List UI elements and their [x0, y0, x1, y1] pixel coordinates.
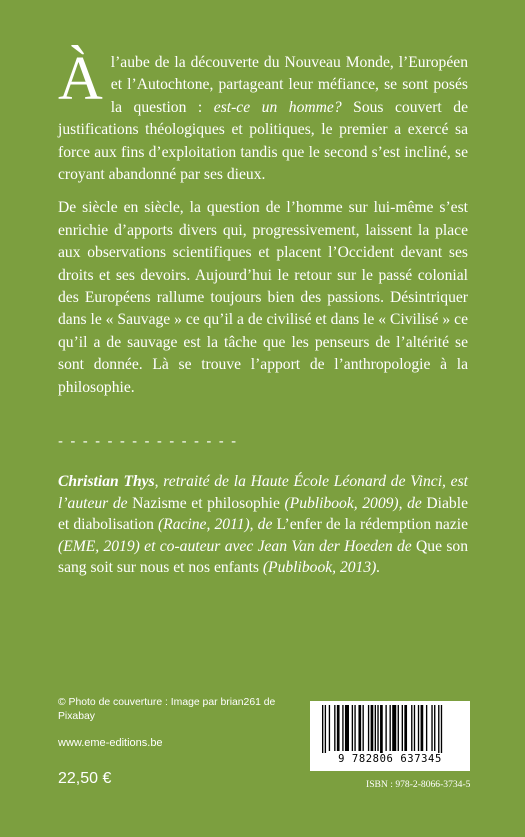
publisher-website: www.eme-editions.be [58, 737, 163, 749]
blurb-paragraph-2: De siècle en siècle, la question de l’homme sur lui-même s’est enrichie d’apports divers qui, progressivement, laissent la place aux observations scientifiques et placent l’Occident devant ses droits et ses devoirs. Aujourd’hui le retour sur le passé colonial des Européens rallume toujours bien des passions. Désintriquer dans le « Sauvage » ce qu’il a de civilisé et dans le « Civilisé » ce qu’il a de sauvage est la tâche que les penseurs de l’altérité se sont donnée. Là se trouve l’apport de l’anthropologie à la philosophie. [58, 199, 468, 396]
price: 22,50 € [58, 770, 112, 787]
book-title: Diable et diabolisation [58, 494, 468, 534]
back-cover-blurb [58, 45, 469, 399]
barcode-icon [310, 701, 470, 753]
blurb-p1-text: l’aube de la découverte du Nouveau Monde, l’Européen et l’Autochtone, partageant leur méfiance, se sont posés la question : [110, 54, 468, 116]
barcode [310, 701, 470, 771]
isbn: ISBN : 978-2-8066-3734-5 [366, 779, 471, 790]
book-title: L’enfer de la rédemption nazie [276, 516, 468, 534]
author-bio: Christian Thys, retraité de la Haute École Léonard de Vinci, est l’auteur de Nazisme et philosophie (Publibook, 2009), de Diable et diabolisation (Racine, 2011), de L’enfer de la rédemption nazie (EME, 2019) et co-auteur avec Jean Van der Hoeden de Que son sang soit sur nous et nos enfants (Publibook, 2013). [58, 473, 469, 577]
blurb-p1-end: Sous couvert de justifications théologiques et politiques, le premier a exercé sa force aux fins d’exploitation tandis que le second s’est incliné, se croyant abandonné par ses dieux. [58, 98, 469, 184]
blurb-paragraph-1 [58, 45, 469, 186]
photo-credit: © Photo de couverture : Image par brian261 de Pixabay [58, 697, 276, 722]
blurb-question: est-ce un homme? [213, 98, 342, 116]
separator-dashes: - - - - - - - - - - - - - - - [58, 433, 238, 450]
drop-cap: À [58, 45, 103, 113]
book-title: Nazisme et philosophie [132, 494, 280, 512]
author-name: Christian Thys [58, 473, 155, 490]
book-title: Que son sang soit sur nous et nos enfants [58, 537, 468, 577]
barcode-number: 9 782806 637345 [338, 753, 442, 765]
